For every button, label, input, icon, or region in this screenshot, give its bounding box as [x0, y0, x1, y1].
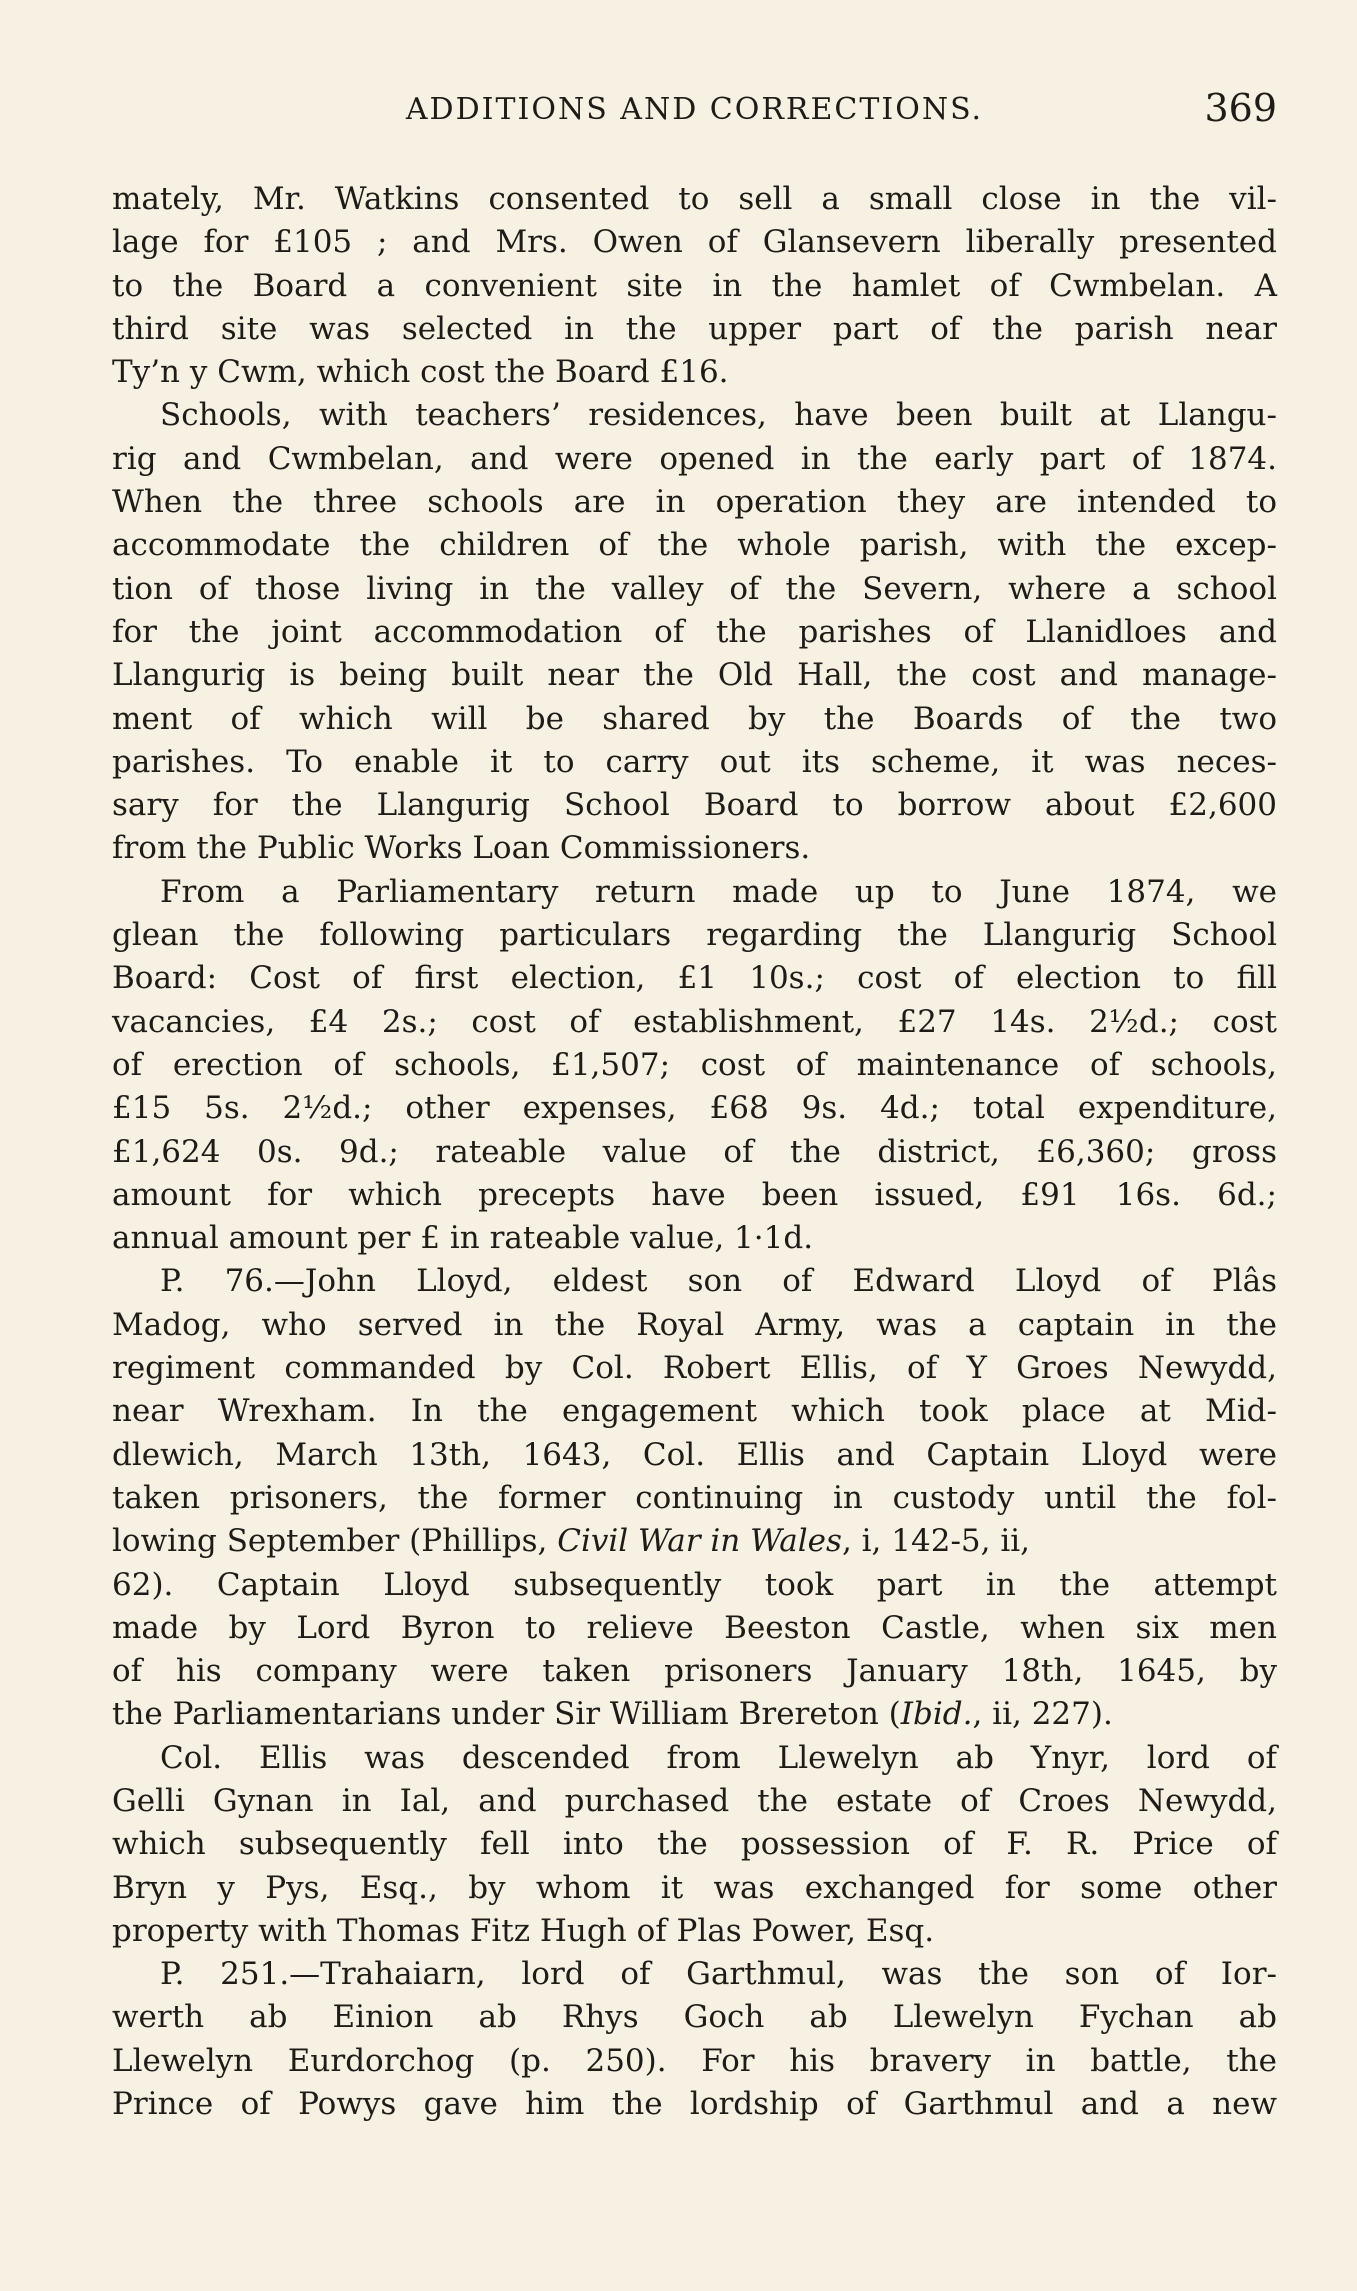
text-line: annual amount per £ in rateable value, 1·1d. — [112, 1220, 814, 1257]
text-segment: lowing September (Phillips, — [112, 1523, 558, 1560]
page-number: 369 — [1204, 86, 1277, 130]
text-line: Prince of Powys gave him the lordship of Garthmul and a new — [112, 2086, 1277, 2123]
text-line: rig and Cwmbelan, and were opened in the early part of 1874. — [112, 440, 1277, 477]
text-segment: , i, 142-5, ii, — [841, 1523, 1031, 1560]
text-line: of his company were taken prisoners January 18th, 1645, by — [112, 1653, 1277, 1690]
text-line: glean the following particulars regarding the Llangurig School — [112, 917, 1277, 954]
text-line: to the Board a convenient site in the hamlet of Cwmbelan. A — [112, 267, 1277, 304]
body-text — [112, 178, 1277, 2126]
text-line: P. 76.—John Lloyd, eldest son of Edward Lloyd of Plâs — [160, 1263, 1277, 1300]
text-line: £15 5s. 2½d.; other expenses, £68 9s. 4d.; total expenditure, — [112, 1090, 1277, 1127]
text-line: ment of which will be shared by the Boards of the two — [112, 700, 1277, 737]
text-line: which subsequently fell into the possession of F. R. Price of — [112, 1826, 1277, 1863]
text-line: Gelli Gynan in Ial, and purchased the estate of Croes Newydd, — [112, 1782, 1277, 1819]
text-line: of erection of schools, £1,507; cost of maintenance of schools, — [112, 1046, 1277, 1083]
text-line: from the Public Works Loan Commissioners. — [112, 830, 811, 867]
text-line: dlewich, March 13th, 1643, Col. Ellis and Captain Lloyd were — [112, 1436, 1277, 1473]
text-line: From a Parliamentary return made up to June 1874, we — [160, 873, 1277, 910]
running-head — [112, 86, 1277, 130]
text-line-with-italic — [112, 1520, 1277, 1563]
text-line: third site was selected in the upper part of the parish near — [112, 310, 1277, 347]
text-line: Llangurig is being built near the Old Hall, the cost and manage- — [112, 657, 1277, 694]
text-segment: , ii, 227). — [972, 1696, 1113, 1733]
text-line: Llewelyn Eurdorchog (p. 250). For his bravery in battle, the — [112, 2042, 1277, 2079]
text-line: Bryn y Pys, Esq., by whom it was exchanged for some other — [112, 1869, 1277, 1906]
text-line: P. 251.—Trahaiarn, lord of Garthmul, was the son of Ior- — [160, 1956, 1277, 1993]
text-line: werth ab Einion ab Rhys Goch ab Llewelyn Fychan ab — [112, 1999, 1277, 2036]
text-line: When the three schools are in operation they are intended to — [112, 484, 1277, 521]
text-segment: the Parliamentarians under Sir William Brereton ( — [112, 1696, 901, 1733]
text-line: property with Thomas Fitz Hugh of Plas Power, Esq. — [112, 1912, 935, 1949]
text-line: £1,624 0s. 9d.; rateable value of the district, £6,360; gross — [112, 1133, 1277, 1170]
text-line: accommodate the children of the whole parish, with the excep- — [112, 527, 1277, 564]
text-line: Schools, with teachers’ residences, have been built at Llangu- — [160, 397, 1277, 434]
text-line: taken prisoners, the former continuing in custody until the fol- — [112, 1479, 1277, 1516]
italic-title: Civil War in Wales — [557, 1523, 842, 1560]
text-line: mately, Mr. Watkins consented to sell a small close in the vil- — [112, 181, 1277, 217]
running-title: ADDITIONS AND CORRECTIONS. — [405, 92, 984, 127]
text-line: for the joint accommodation of the parishes of Llanidloes and — [112, 613, 1277, 650]
text-line: tion of those living in the valley of the Severn, where a school — [112, 570, 1277, 607]
text-line: sary for the Llangurig School Board to borrow about £2,600 — [112, 787, 1277, 824]
text-line: 62). Captain Lloyd subsequently took part in the attempt — [112, 1566, 1277, 1603]
text-line: lage for £105 ; and Mrs. Owen of Glansevern liberally presented — [112, 224, 1277, 261]
text-line: Board: Cost of first election, £1 10s.; cost of election to fill — [112, 960, 1277, 997]
text-line: near Wrexham. In the engagement which took place at Mid- — [112, 1393, 1277, 1430]
text-line-with-italic — [112, 1693, 1277, 1736]
text-line: Col. Ellis was descended from Llewelyn ab Ynyr, lord of — [160, 1739, 1277, 1776]
text-line: vacancies, £4 2s.; cost of establishment, £27 14s. 2½d.; cost — [112, 1003, 1277, 1040]
text-line: Ty’n y Cwm, which cost the Board £16. — [112, 354, 729, 391]
text-line: regiment commanded by Col. Robert Ellis, of Y Groes Newydd, — [112, 1350, 1277, 1387]
text-line: Madog, who served in the Royal Army, was a captain in the — [112, 1306, 1277, 1343]
italic-ibid: Ibid. — [900, 1696, 973, 1733]
text-line: made by Lord Byron to relieve Beeston Castle, when six men — [112, 1609, 1277, 1646]
text-line: parishes. To enable it to carry out its scheme, it was neces- — [112, 743, 1277, 780]
text-line: amount for which precepts have been issued, £91 16s. 6d.; — [112, 1176, 1277, 1213]
